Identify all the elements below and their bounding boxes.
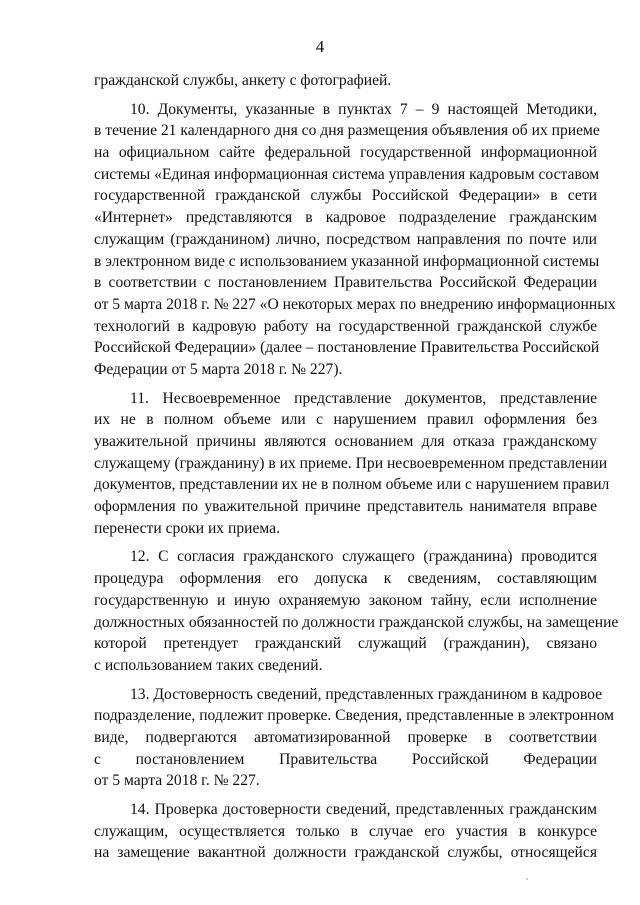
text-line: в электронном виде с использованием указанной информационной системы [94, 252, 600, 270]
page-number: 4 [315, 37, 325, 56]
paragraph-first-line: 11. Несвоевременное представление документов, представление [130, 389, 597, 407]
body-text [94, 70, 619, 864]
text-line: с постановлением Правительства Российской Федерации [94, 750, 597, 768]
text-line: которой претендует гражданский служащий (гражданин), связано [94, 635, 597, 653]
paragraph-first-line: 12. С согласия гражданского служащего (гражданина) проводится [130, 548, 597, 566]
scan-speck [526, 878, 528, 880]
text-line: Федерации от 5 марта 2018 г. № 227). [94, 360, 343, 378]
text-line: служащим, осуществляется только в случае его участия в конкурсе [94, 822, 597, 840]
text-line: в соответствии с постановлением Правительства Российской Федерации [94, 274, 597, 292]
text-line: служащим (гражданином) лично, посредством направления по почте или [94, 230, 597, 248]
text-line: служащему (гражданину) в их приеме. При несвоевременном представлении [94, 454, 608, 472]
text-line: уважительной причины являются основанием для отказа гражданскому [94, 433, 597, 450]
text-line: от 5 марта 2018 г. № 227. [94, 772, 260, 790]
paragraph-first-line: 13. Достоверность сведений, представленных гражданином в кадровое [130, 685, 603, 703]
text-line: государственную и иную охраняемую законом тайну, если исполнение [94, 591, 597, 609]
text-line: «Интернет» представляются в кадровое подразделение гражданским [94, 209, 597, 227]
text-line: с использованием таких сведений. [94, 656, 323, 674]
text-line: оформления по уважительной причине представитель нанимателя вправе [94, 498, 597, 516]
text-line: на официальном сайте федеральной государственной информационной [94, 144, 597, 162]
paragraph-first-line: 10. Документы, указанные в пунктах 7 – 9 настоящей Методики, [130, 100, 597, 118]
text-line: их не в полном объеме или с нарушением правил оформления без [94, 411, 597, 429]
text-line: от 5 марта 2018 г. № 227 «О некоторых мерах по внедрению информационных [94, 295, 616, 313]
text-line: гражданской службы, анкету с фотографией. [94, 72, 392, 89]
text-line: документов, представлении их не в полном объеме или с нарушением правил [94, 476, 610, 494]
text-line: государственной гражданской службы Российской Федерации» в сети [94, 187, 597, 205]
text-line: виде, подвергаются автоматизированной проверке в соответствии [94, 728, 597, 746]
text-line: на замещение вакантной должности гражданской службы, относящейся [94, 844, 597, 862]
paragraph-first-line: 14. Проверка достоверности сведений, представленных гражданским [130, 801, 597, 818]
text-line: подразделение, подлежит проверке. Сведения, представленные в электронном [94, 707, 614, 725]
text-line: в течение 21 календарного дня со дня размещения объявления об их приеме [94, 122, 600, 140]
text-line: процедура оформления его допуска к сведениям, составляющим [94, 570, 597, 588]
text-line: Российской Федерации» (далее – постановление Правительства Российской [94, 339, 600, 357]
text-line: технологий в кадровую работу на государственной гражданской службе [94, 317, 597, 335]
text-line: должностных обязанностей по должности гражданской службы, на замещение [94, 613, 619, 631]
text-line: системы «Единая информационная система управления кадровым составом [94, 165, 600, 183]
text-line: перенести сроки их приема. [94, 519, 280, 537]
